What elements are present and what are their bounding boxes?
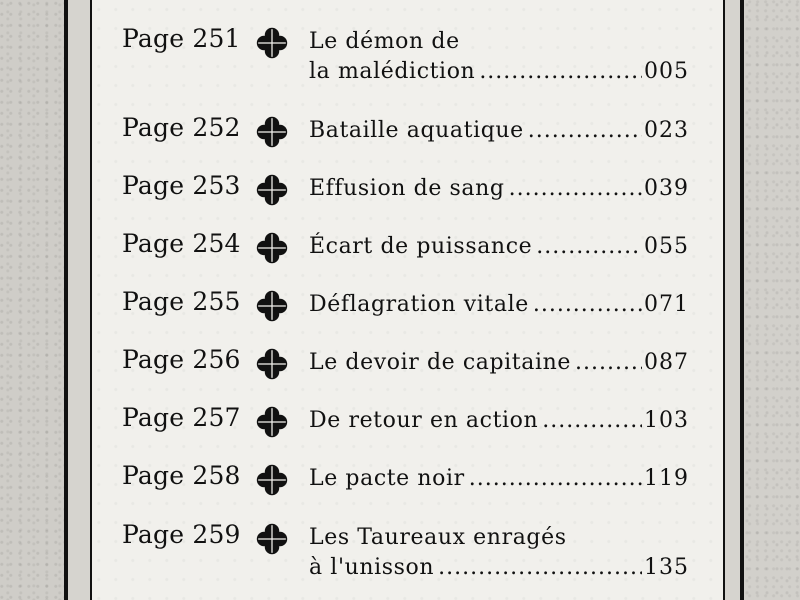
border-rule-right-inner: [723, 0, 725, 600]
clover-icon: [255, 231, 289, 265]
title-line-2: à l'unisson: [309, 555, 435, 580]
toc-title: [309, 290, 689, 320]
title-text: Écart de puissance: [309, 234, 533, 259]
clover-icon: [255, 522, 289, 556]
page-number: 005: [644, 59, 689, 84]
page-label: Page 252: [122, 113, 241, 142]
paper-margin-left: [0, 0, 64, 600]
page-number: 087: [644, 350, 689, 375]
dot-leader: [479, 57, 642, 87]
page-number: 055: [644, 234, 689, 259]
page-number: 071: [644, 292, 689, 317]
page-number: 103: [644, 408, 689, 433]
title-text: De retour en action: [309, 408, 539, 433]
border-rule-left-outer: [64, 0, 68, 600]
page-label: Page 258: [122, 461, 241, 490]
toc-title: [309, 523, 689, 583]
dot-leader: [575, 348, 642, 378]
title-line-1: Le démon de: [309, 29, 460, 54]
clover-icon: [255, 26, 289, 60]
title-text: Le pacte noir: [309, 466, 465, 491]
title-text: Le devoir de capitaine: [309, 350, 571, 375]
clover-icon: [255, 173, 289, 207]
border-rule-right-outer: [740, 0, 744, 600]
paper-margin-right: [744, 0, 800, 600]
clover-icon: [255, 115, 289, 149]
clover-icon: [255, 289, 289, 323]
toc-title: [309, 232, 689, 262]
title-text: Effusion de sang: [309, 176, 505, 201]
toc-title: [309, 406, 689, 436]
toc-title: [309, 464, 689, 494]
title-text: Bataille aquatique: [309, 118, 524, 143]
page-label: Page 251: [122, 24, 241, 53]
page-number: 135: [644, 555, 689, 580]
title-line-1: Les Taureaux enragés: [309, 525, 567, 550]
page-number: 023: [644, 118, 689, 143]
page-number: 039: [644, 176, 689, 201]
toc-title: [309, 27, 689, 87]
page-label: Page 257: [122, 403, 241, 432]
title-line-2: la malédiction: [309, 59, 476, 84]
dot-leader: [533, 290, 642, 320]
toc-title: [309, 174, 689, 204]
toc-title: [309, 348, 689, 378]
dot-leader: [438, 553, 642, 583]
dot-leader: [528, 116, 642, 146]
dot-leader: [469, 464, 642, 494]
title-text: Déflagration vitale: [309, 292, 529, 317]
dot-leader: [542, 406, 642, 436]
page-label: Page 253: [122, 171, 241, 200]
clover-icon: [255, 347, 289, 381]
page-label: Page 254: [122, 229, 241, 258]
border-rule-left-inner: [90, 0, 92, 600]
dot-leader: [509, 174, 642, 204]
page-label: Page 256: [122, 345, 241, 374]
page-label: Page 255: [122, 287, 241, 316]
page-label: Page 259: [122, 520, 241, 549]
clover-icon: [255, 463, 289, 497]
toc-title: [309, 116, 689, 146]
page-number: 119: [644, 466, 689, 491]
dot-leader: [536, 232, 642, 262]
clover-icon: [255, 405, 289, 439]
